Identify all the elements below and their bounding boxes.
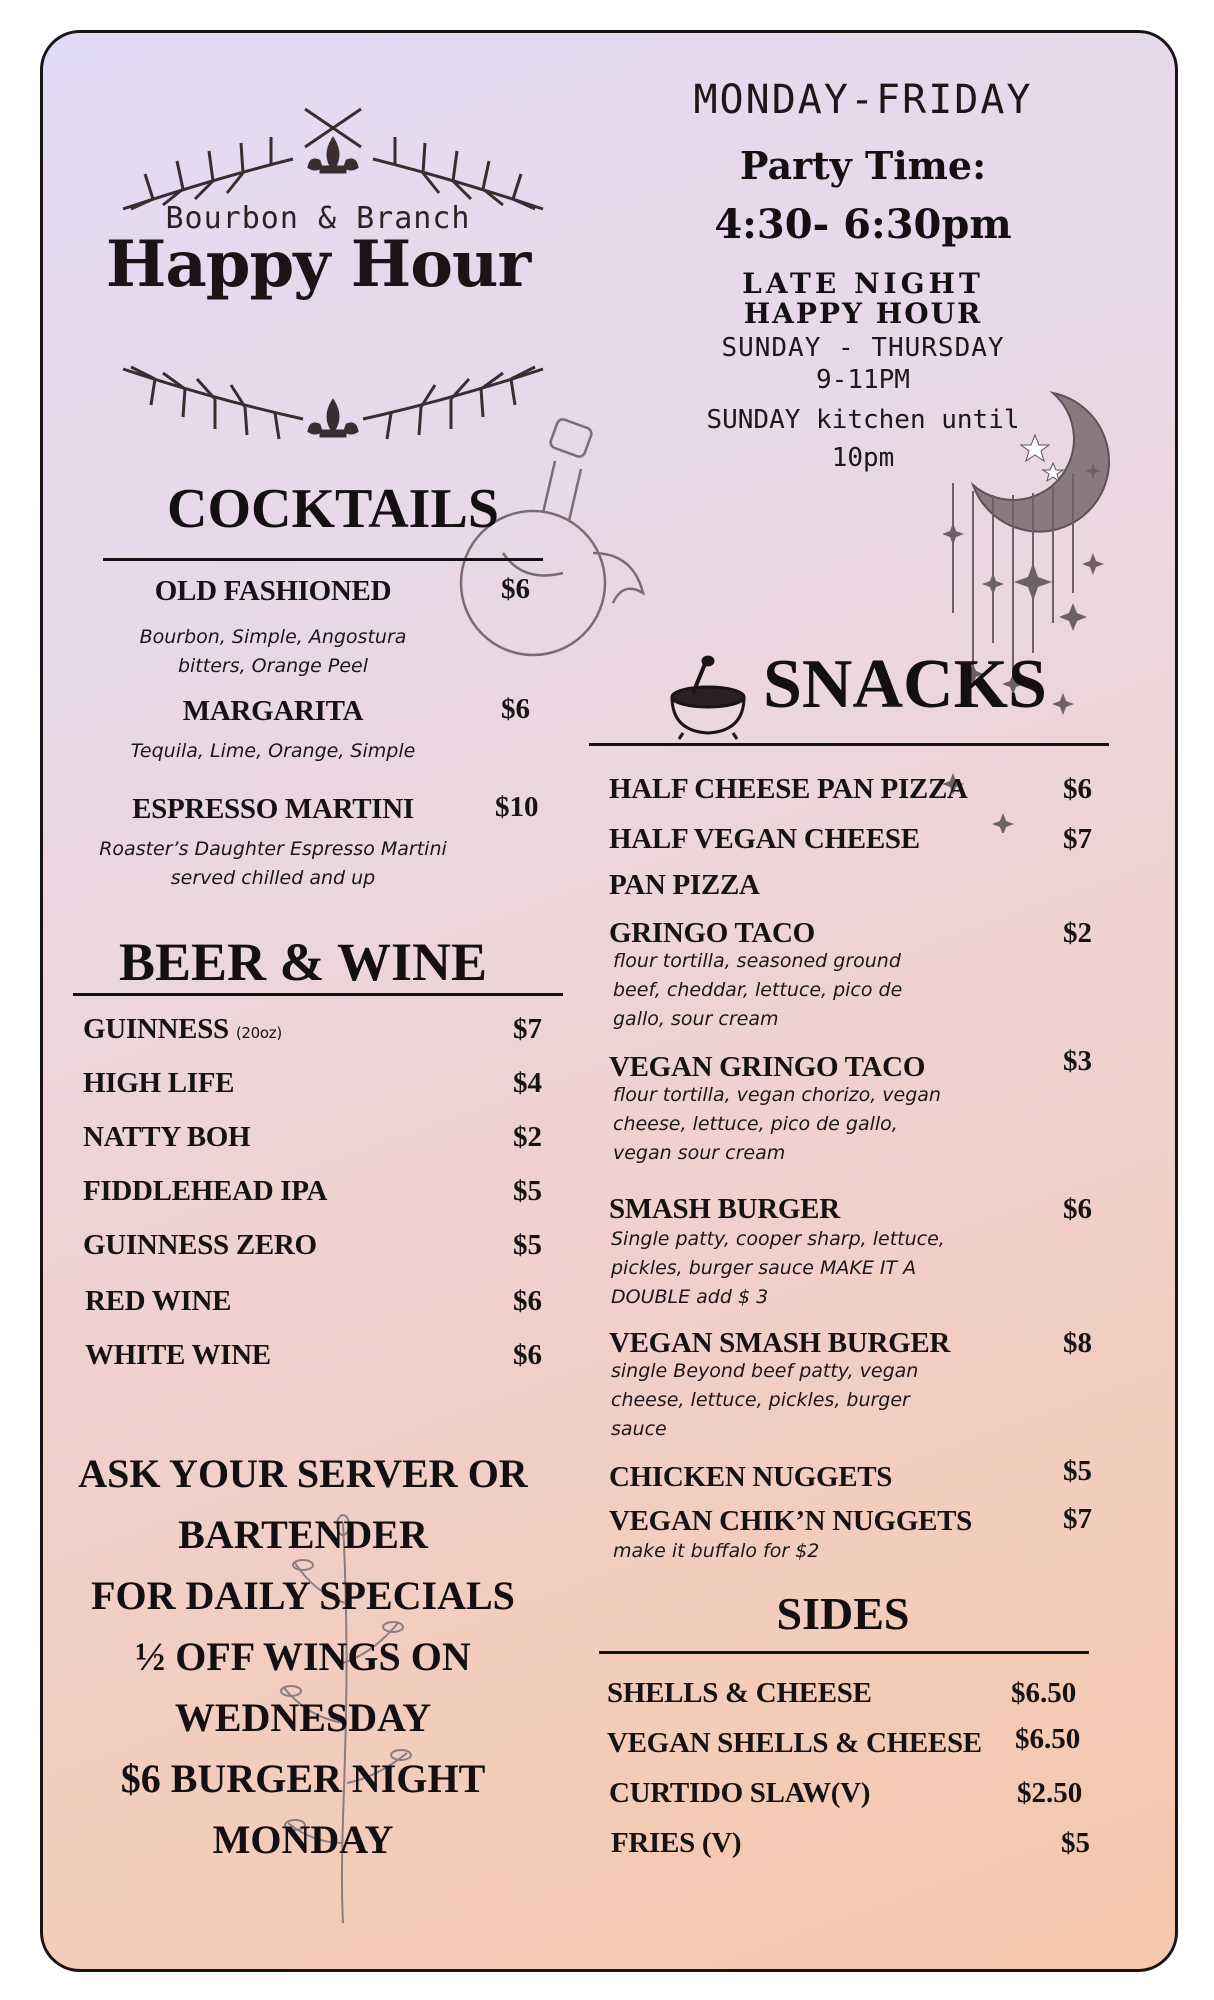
price-vegan-chikn-nuggets: $7 bbox=[1063, 1503, 1092, 1535]
menu-item-fries: FRIES (V) bbox=[611, 1827, 742, 1859]
price-natty-boh: $2 bbox=[513, 1121, 542, 1153]
days-label: MONDAY-FRIDAY bbox=[693, 77, 1033, 123]
menu-item-half-vegan-pizza: HALF VEGAN CHEESE bbox=[609, 823, 920, 855]
sides-heading: SIDES bbox=[776, 1588, 910, 1639]
price-guinness: $7 bbox=[513, 1013, 542, 1045]
specials-line: WEDNESDAY bbox=[174, 1695, 432, 1740]
late-hours: 9-11PM bbox=[816, 365, 910, 395]
kitchen-note: SUNDAY kitchen until bbox=[706, 405, 1020, 435]
specials-line: $6 BURGER NIGHT bbox=[120, 1756, 486, 1801]
menu-item-fiddlehead-ipa: FIDDLEHEAD IPA bbox=[83, 1175, 328, 1207]
price-guinness-zero: $5 bbox=[513, 1229, 542, 1261]
menu-item-shells-cheese: SHELLS & CHEESE bbox=[607, 1677, 872, 1709]
cauldron-icon bbox=[663, 653, 753, 743]
desc-line: beef, cheddar, lettuce, pico de bbox=[613, 979, 903, 1001]
beer-wine-divider bbox=[73, 993, 563, 996]
menu-item-high-life: HIGH LIFE bbox=[83, 1067, 235, 1099]
menu-item-half-cheese-pizza: HALF CHEESE PAN PIZZA bbox=[609, 773, 968, 805]
snacks-heading: SNACKS bbox=[763, 646, 1047, 723]
menu-item-guinness bbox=[83, 1013, 282, 1046]
party-hours: 4:30- 6:30pm bbox=[714, 201, 1012, 248]
desc-line: flour tortilla, seasoned ground bbox=[613, 950, 901, 972]
desc-line: DOUBLE add $ 3 bbox=[611, 1286, 769, 1308]
menu-item-guinness-zero: GUINNESS ZERO bbox=[83, 1229, 317, 1261]
price-red-wine: $6 bbox=[513, 1285, 542, 1317]
desc-line: Single patty, cooper sharp, lettuce, bbox=[611, 1228, 945, 1250]
desc-espresso-martini-1: Roaster’s Daughter Espresso Martini bbox=[99, 838, 447, 860]
desc-vegan-chikn-nuggets: make it buffalo for $2 bbox=[613, 1540, 820, 1562]
menu-item-vegan-gringo-taco: VEGAN GRINGO TACO bbox=[609, 1051, 926, 1083]
menu-item-white-wine: WHITE WINE bbox=[85, 1339, 271, 1371]
kitchen-hours: 10pm bbox=[831, 443, 895, 473]
menu-item-vegan-smash-burger: VEGAN SMASH BURGER bbox=[609, 1327, 951, 1359]
menu-item-curtido-slaw: CURTIDO SLAW(V) bbox=[609, 1777, 871, 1809]
price-margarita: $6 bbox=[501, 693, 530, 725]
price-high-life: $4 bbox=[513, 1067, 542, 1099]
desc-old-fashioned-2: bitters, Orange Peel bbox=[177, 655, 369, 677]
menu-item-half-vegan-pizza-2: PAN PIZZA bbox=[609, 869, 760, 901]
sides-divider bbox=[599, 1651, 1089, 1654]
price-half-vegan-pizza: $7 bbox=[1063, 823, 1092, 855]
specials-line: ASK YOUR SERVER OR bbox=[78, 1451, 528, 1496]
menu-item-vegan-chikn-nuggets: VEGAN CHIK’N NUGGETS bbox=[609, 1505, 972, 1537]
menu-item-natty-boh: NATTY BOH bbox=[83, 1121, 251, 1153]
menu-item-vegan-shells-cheese: VEGAN SHELLS & CHEESE bbox=[607, 1727, 982, 1759]
menu-item-red-wine: RED WINE bbox=[85, 1285, 232, 1317]
desc-line: cheese, lettuce, pickles, burger bbox=[611, 1389, 910, 1411]
price-chicken-nuggets: $5 bbox=[1063, 1455, 1092, 1487]
menu-item-smash-burger: SMASH BURGER bbox=[609, 1193, 840, 1225]
menu-item-chicken-nuggets: CHICKEN NUGGETS bbox=[609, 1461, 893, 1493]
snacks-divider bbox=[589, 743, 1109, 746]
item-size-note: (20oz) bbox=[235, 1024, 282, 1042]
desc-line: single Beyond beef patty, vegan bbox=[611, 1360, 919, 1382]
specials-line: BARTENDER bbox=[178, 1512, 428, 1557]
price-fries: $5 bbox=[1061, 1827, 1090, 1859]
desc-line: sauce bbox=[611, 1418, 667, 1440]
late-happy-hour-label: HAPPY HOUR bbox=[743, 297, 983, 330]
desc-vegan-gringo-taco bbox=[613, 1081, 941, 1168]
price-white-wine: $6 bbox=[513, 1339, 542, 1371]
desc-gringo-taco bbox=[613, 947, 902, 1034]
menu-card bbox=[40, 30, 1178, 1972]
page-title: Happy Hour bbox=[105, 227, 531, 302]
cocktails-heading: COCKTAILS bbox=[167, 478, 499, 540]
late-days: SUNDAY - THURSDAY bbox=[721, 333, 1005, 363]
desc-margarita: Tequila, Lime, Orange, Simple bbox=[130, 740, 416, 762]
price-half-cheese-pizza: $6 bbox=[1063, 773, 1092, 805]
specials-line: MONDAY bbox=[212, 1817, 394, 1862]
menu-item-espresso-martini: ESPRESSO MARTINI bbox=[132, 793, 414, 825]
specials-line: FOR DAILY SPECIALS bbox=[91, 1573, 515, 1618]
desc-line: gallo, sour cream bbox=[613, 1008, 779, 1030]
cocktails-divider bbox=[103, 558, 543, 561]
price-old-fashioned: $6 bbox=[501, 573, 530, 605]
late-night-label: LATE NIGHT bbox=[742, 267, 984, 300]
desc-smash-burger bbox=[611, 1225, 945, 1312]
price-vegan-shells-cheese: $6.50 bbox=[1015, 1723, 1081, 1755]
menu-item-old-fashioned: OLD FASHIONED bbox=[154, 575, 392, 607]
desc-line: vegan sour cream bbox=[613, 1142, 786, 1164]
desc-line: pickles, burger sauce MAKE IT A bbox=[611, 1257, 917, 1279]
price-gringo-taco: $2 bbox=[1063, 917, 1092, 949]
potion-bottle-icon bbox=[443, 403, 663, 683]
venue-name: Bourbon & Branch bbox=[165, 201, 471, 236]
desc-espresso-martini-2: served chilled and up bbox=[170, 867, 376, 889]
party-label: Party Time: bbox=[739, 143, 987, 188]
menu-item-gringo-taco: GRINGO TACO bbox=[609, 917, 815, 949]
price-smash-burger: $6 bbox=[1063, 1193, 1092, 1225]
price-vegan-smash-burger: $8 bbox=[1063, 1327, 1092, 1359]
desc-line: flour tortilla, vegan chorizo, vegan bbox=[613, 1084, 941, 1106]
price-curtido-slaw: $2.50 bbox=[1017, 1777, 1083, 1809]
price-fiddlehead-ipa: $5 bbox=[513, 1175, 542, 1207]
crescent-moon-icon bbox=[943, 373, 1143, 833]
price-shells-cheese: $6.50 bbox=[1011, 1677, 1077, 1709]
beer-wine-heading: BEER & WINE bbox=[118, 932, 488, 992]
desc-old-fashioned-1: Bourbon, Simple, Angostura bbox=[139, 626, 407, 648]
desc-vegan-smash-burger bbox=[611, 1357, 918, 1444]
menu-item-margarita: MARGARITA bbox=[182, 695, 364, 727]
specials-block bbox=[63, 1443, 543, 1870]
specials-line: ½ OFF WINGS ON bbox=[135, 1634, 471, 1679]
desc-line: cheese, lettuce, pico de gallo, bbox=[613, 1113, 898, 1135]
price-vegan-gringo-taco: $3 bbox=[1063, 1045, 1092, 1077]
price-espresso-martini: $10 bbox=[495, 791, 539, 823]
item-name: GUINNESS bbox=[83, 1013, 229, 1045]
